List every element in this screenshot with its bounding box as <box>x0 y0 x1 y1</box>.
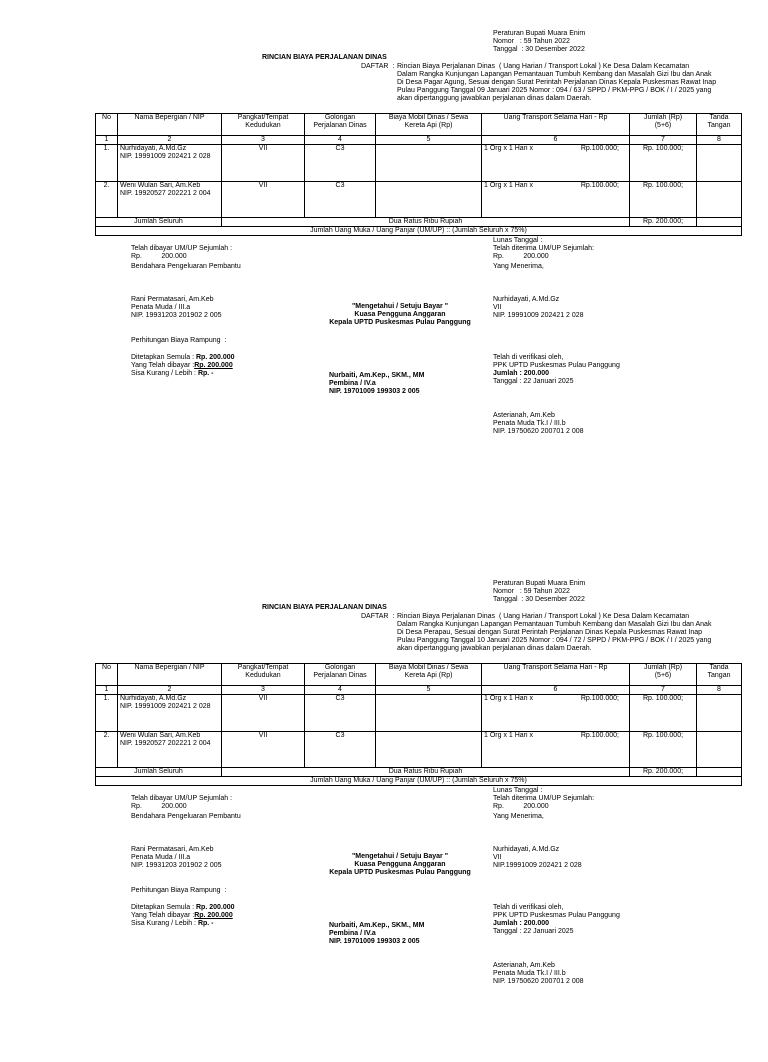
ditetapkan-value: Rp. 200.000 <box>195 354 235 361</box>
dibayar-value: Rp. 200.000 <box>194 912 233 919</box>
total-words: Dua Ratus Ribu Rupiah <box>222 218 630 227</box>
column-number-cell: 5 <box>376 136 482 145</box>
text-line: Penata Muda Tk.I / III.b <box>493 970 566 977</box>
text-line: Telah di verifikasi oleh, <box>493 904 564 911</box>
text-line: Rani Permatasari, Am.Keb <box>131 296 214 303</box>
column-number-cell: 5 <box>376 686 482 695</box>
column-number-cell: 6 <box>482 686 630 695</box>
approver-signature: Nurbaiti, Am.Kep., SKM., MM <box>329 922 425 929</box>
document-title: RINCIAN BIAYA PERJALANAN DINAS <box>262 604 387 611</box>
text-line: VII <box>493 854 502 861</box>
text-line: Asterianah, Am.Keb <box>493 962 555 969</box>
text-line: Pulau Panggung Tanggal 10 Januari 2025 Nomor : 094 / 72 / SPPD / PKM-PPG / BOK / I / 2025 yang <box>397 637 712 644</box>
text-line: Rani Permatasari, Am.Keb <box>131 846 214 853</box>
column-number-cell: 2 <box>118 686 222 695</box>
text-line: PPK UPTD Puskesmas Pulau Panggung <box>493 912 620 919</box>
traveler-cell <box>118 732 222 768</box>
approver-heading: "Mengetahui / Setuju Bayar " <box>351 303 449 310</box>
dibayar-label: Yang Telah dibayar : <box>131 912 195 919</box>
dibayar-label: Yang Telah dibayar : <box>131 362 195 369</box>
signature-cell <box>697 695 742 732</box>
approver-signature: Pembina / IV.a <box>329 930 376 937</box>
column-number-cell: 1 <box>96 686 118 695</box>
table-header-cell: Biaya Mobil Dinas / Sewa Kereta Api (Rp) <box>376 114 482 136</box>
text-line: akan dipertanggung jawabkan perjalanan dinas dalam Daerah. <box>397 95 592 102</box>
document-title: RINCIAN BIAYA PERJALANAN DINAS <box>262 54 387 61</box>
table-header-cell: Pangkat/Tempat Kedudukan <box>222 114 305 136</box>
text-line: Nurhidayati, A.Md.Gz <box>493 846 560 853</box>
column-number-cell: 8 <box>697 136 742 145</box>
column-number-cell: 4 <box>305 136 376 145</box>
transport-amount: Rp.100.000; <box>580 145 619 152</box>
golongan-cell: C3 <box>305 695 376 732</box>
table-row <box>96 182 742 218</box>
text-line: Nurhidayati, A.Md.Gz <box>493 296 560 303</box>
traveler-name: Nurhidayati, A.Md.Gz <box>120 145 187 152</box>
signature-cell <box>697 182 742 218</box>
approver-heading: Kuasa Pengguna Anggaran <box>354 311 446 318</box>
approver-heading: "Mengetahui / Setuju Bayar " <box>351 853 449 860</box>
text-line: Di Desa Perapau, Sesuai dengan Surat Perintah Perjalanan Dinas Kepala Puskesmas Rawat Inap <box>397 629 703 636</box>
column-number-cell: 4 <box>305 686 376 695</box>
table-header-cell: Golongan Perjalanan Dinas <box>305 114 376 136</box>
text-line: Telah diterima UM/UP Sejumlah: <box>493 245 595 252</box>
ditetapkan-value: Rp. 200.000 <box>195 904 235 911</box>
transport-cell <box>482 695 630 732</box>
text-line: Telah di verifikasi oleh, <box>493 354 564 361</box>
traveler-cell <box>118 182 222 218</box>
table-header-cell: Biaya Mobil Dinas / Sewa Kereta Api (Rp) <box>376 664 482 686</box>
row-number: 2. <box>96 182 118 218</box>
text-line: Peraturan Bupati Muara Enim <box>493 30 586 37</box>
text-line: Telah dibayar UM/UP Sejumlah : <box>131 245 233 252</box>
table-header-cell: No <box>96 114 118 136</box>
vehicle-cost-cell <box>376 732 482 768</box>
total-signature-cell <box>697 768 742 777</box>
sisa-label: Sisa Kurang / Lebih : <box>131 370 198 377</box>
column-number-cell: 1 <box>96 136 118 145</box>
traveler-cell <box>118 695 222 732</box>
pangkat-cell: VII <box>222 145 305 182</box>
ditetapkan-line <box>131 354 235 362</box>
pangkat-cell: VII <box>222 732 305 768</box>
text-line: Nomor : 59 Tahun 2022 <box>493 38 570 45</box>
pangkat-cell: VII <box>222 695 305 732</box>
amount-cell: Rp. 100.000; <box>630 182 697 218</box>
traveler-nip: NIP. 19991009 202421 2 028 <box>120 153 211 160</box>
text-line: Nomor : 59 Tahun 2022 <box>493 588 570 595</box>
row-number: 1. <box>96 695 118 732</box>
text-line: Yang Menerima, <box>493 813 544 820</box>
amount-cell: Rp. 100.000; <box>630 732 697 768</box>
text-line: Rp. 200.000 <box>493 803 549 810</box>
sisa-label: Sisa Kurang / Lebih : <box>131 920 198 927</box>
approver-signature: NIP. 19701009 199303 2 005 <box>329 938 420 945</box>
table-row <box>96 695 742 732</box>
form-section <box>0 550 768 1062</box>
row-number: 2. <box>96 732 118 768</box>
verify-total: Jumlah : 200.000 <box>493 370 550 377</box>
vehicle-cost-cell <box>376 182 482 218</box>
text-line: Tanggal : 30 Desember 2022 <box>493 596 585 603</box>
sisa-line <box>131 370 214 378</box>
transport-cell <box>482 182 630 218</box>
column-number-cell: 3 <box>222 686 305 695</box>
golongan-cell: C3 <box>305 732 376 768</box>
column-number-cell: 8 <box>697 686 742 695</box>
table-header-cell: No <box>96 664 118 686</box>
text-line: Bendahara Pengeluaran Pembantu <box>131 813 241 820</box>
approver-signature: Nurbaiti, Am.Kep., SKM., MM <box>329 372 425 379</box>
text-line: NIP. 19750620 200701 2 008 <box>493 428 584 435</box>
total-signature-cell <box>697 218 742 227</box>
text-line: Rincian Biaya Perjalanan Dinas ( Uang Harian / Transport Lokal ) Ke Desa Dalam Kecamatan <box>397 63 690 70</box>
column-number-cell: 7 <box>630 686 697 695</box>
sisa-value: Rp. - <box>197 920 214 927</box>
text-line: DAFTAR : <box>361 63 395 70</box>
transport-amount: Rp.100.000; <box>580 182 619 189</box>
advance-note: Jumlah Uang Muka / Uang Panjar (UM/UP) :: (Jumlah Seluruh x 75%) <box>96 227 742 236</box>
text-line: Telah dibayar UM/UP Sejumlah : <box>131 795 233 802</box>
total-words: Dua Ratus Ribu Rupiah <box>222 768 630 777</box>
text-line: Penata Muda / III.a <box>131 854 191 861</box>
text-line: Lunas Tanggal : <box>493 787 543 794</box>
traveler-nip: NIP. 19920527 202221 2 004 <box>120 190 211 197</box>
traveler-cell <box>118 145 222 182</box>
column-number-cell: 3 <box>222 136 305 145</box>
amount-cell: Rp. 100.000; <box>630 695 697 732</box>
ditetapkan-line <box>131 904 235 912</box>
transport-formula: 1 Org x 1 Hari x <box>484 695 534 702</box>
text-line: Di Desa Pagar Agung, Sesuai dengan Surat Perintah Perjalanan Dinas Kepala Puskesmas Rawat Inap <box>397 79 717 86</box>
text-line: Penata Muda / III.a <box>131 304 191 311</box>
vehicle-cost-cell <box>376 145 482 182</box>
approver-heading: Kepala UPTD Puskesmas Pulau Panggung <box>329 869 471 876</box>
text-line: Rp. 200.000 <box>493 253 549 260</box>
text-line: NIP. 19931203 201902 2 005 <box>131 312 222 319</box>
transport-formula: 1 Org x 1 Hari x <box>484 182 534 189</box>
transport-cell <box>482 732 630 768</box>
table-header-cell: Tanda Tangan <box>697 114 742 136</box>
ditetapkan-label: Ditetapkan Semula : <box>131 354 196 361</box>
transport-cell <box>482 145 630 182</box>
text-line: VII <box>493 304 502 311</box>
row-number: 1. <box>96 145 118 182</box>
text-line: Rincian Biaya Perjalanan Dinas ( Uang Harian / Transport Lokal ) Ke Desa Dalam Kecamatan <box>397 613 690 620</box>
amount-cell: Rp. 100.000; <box>630 145 697 182</box>
signature-cell <box>697 145 742 182</box>
total-label: Jumlah Seluruh <box>96 218 222 227</box>
vehicle-cost-cell <box>376 695 482 732</box>
text-line: Pulau Panggung Tanggal 09 Januari 2025 Nomor : 094 / 63 / SPPD / PKM-PPG / BOK / I / 2025 yang <box>397 87 712 94</box>
golongan-cell: C3 <box>305 182 376 218</box>
expense-table <box>95 113 742 236</box>
column-number-cell: 6 <box>482 136 630 145</box>
traveler-nip: NIP. 19991009 202421 2 028 <box>120 703 211 710</box>
approver-signature: Pembina / IV.a <box>329 380 376 387</box>
text-line: Rp. 200.000 <box>131 253 187 260</box>
text-line: Dalam Rangka Kunjungan Lapangan Pemantauan Tumbuh Kembang dan Masalah Gizi Ibu dan Anak <box>397 71 712 78</box>
approver-heading: Kuasa Pengguna Anggaran <box>354 861 446 868</box>
text-line: NIP.19991009 202421 2 028 <box>493 862 582 869</box>
total-amount: Rp. 200.000; <box>630 218 697 227</box>
table-header-cell: Uang Transport Selama Hari - Rp <box>482 664 630 686</box>
total-amount: Rp. 200.000; <box>630 768 697 777</box>
text-line: NIP. 19750620 200701 2 008 <box>493 978 584 985</box>
text-line: Telah diterima UM/UP Sejumlah: <box>493 795 595 802</box>
transport-formula: 1 Org x 1 Hari x <box>484 145 534 152</box>
traveler-nip: NIP. 19920527 202221 2 004 <box>120 740 211 747</box>
dibayar-value: Rp. 200.000 <box>194 362 233 369</box>
traveler-name: Nurhidayati, A.Md.Gz <box>120 695 187 702</box>
text-line: Dalam Rangka Kunjungan Lapangan Pemantauan Tumbuh Kembang dan Masalah Gizi Ibu dan Anak <box>397 621 712 628</box>
table-row <box>96 145 742 182</box>
table-header-cell: Uang Transport Selama Hari - Rp <box>482 114 630 136</box>
advance-note: Jumlah Uang Muka / Uang Panjar (UM/UP) :: (Jumlah Seluruh x 75%) <box>96 777 742 786</box>
table-header-cell: Jumlah (Rp) (5+6) <box>630 114 697 136</box>
approver-signature: NIP. 19701009 199303 2 005 <box>329 388 420 395</box>
text-line: Tanggal : 22 Januari 2025 <box>493 928 574 935</box>
text-line: Bendahara Pengeluaran Pembantu <box>131 263 241 270</box>
text-line: akan dipertanggung jawabkan perjalanan dinas dalam Daerah. <box>397 645 592 652</box>
table-header-cell: Pangkat/Tempat Kedudukan <box>222 664 305 686</box>
text-line: Rp. 200.000 <box>131 803 187 810</box>
text-line: Tanggal : 22 Januari 2025 <box>493 378 574 385</box>
text-line: Tanggal : 30 Desember 2022 <box>493 46 585 53</box>
dibayar-line <box>131 362 233 370</box>
ditetapkan-label: Ditetapkan Semula : <box>131 904 196 911</box>
total-label: Jumlah Seluruh <box>96 768 222 777</box>
traveler-name: Weni Wulan Sari, Am.Keb <box>120 732 201 739</box>
text-line: PPK UPTD Puskesmas Pulau Panggung <box>493 362 620 369</box>
text-line: Penata Muda Tk.I / III.b <box>493 420 566 427</box>
text-line: NIP. 19991009 202421 2 028 <box>493 312 584 319</box>
column-number-cell: 2 <box>118 136 222 145</box>
text-line: DAFTAR : <box>361 613 395 620</box>
transport-formula: 1 Org x 1 Hari x <box>484 732 534 739</box>
traveler-name: Weni Wulan Sari, Am.Keb <box>120 182 201 189</box>
approver-heading: Kepala UPTD Puskesmas Pulau Panggung <box>329 319 471 326</box>
text-line: Lunas Tanggal : <box>493 237 543 244</box>
transport-amount: Rp.100.000; <box>580 732 619 739</box>
text-line: NIP. 19931203 201902 2 005 <box>131 862 222 869</box>
transport-amount: Rp.100.000; <box>580 695 619 702</box>
golongan-cell: C3 <box>305 145 376 182</box>
verify-total: Jumlah : 200.000 <box>493 920 550 927</box>
table-row <box>96 732 742 768</box>
text-line: Peraturan Bupati Muara Enim <box>493 580 586 587</box>
text-line: Asterianah, Am.Keb <box>493 412 555 419</box>
table-header-cell: Golongan Perjalanan Dinas <box>305 664 376 686</box>
column-number-cell: 7 <box>630 136 697 145</box>
table-header-cell: Nama Bepergian / NIP <box>118 114 222 136</box>
form-section <box>0 0 768 512</box>
sisa-line <box>131 920 214 928</box>
dibayar-line <box>131 912 233 920</box>
text-line: Yang Menerima, <box>493 263 544 270</box>
table-header-cell: Nama Bepergian / NIP <box>118 664 222 686</box>
table-header-cell: Tanda Tangan <box>697 664 742 686</box>
signature-cell <box>697 732 742 768</box>
sisa-value: Rp. - <box>197 370 214 377</box>
pangkat-cell: VII <box>222 182 305 218</box>
text-line: Perhitungan Biaya Rampung : <box>131 337 227 344</box>
table-header-cell: Jumlah (Rp) (5+6) <box>630 664 697 686</box>
text-line: Perhitungan Biaya Rampung : <box>131 887 227 894</box>
expense-table <box>95 663 742 786</box>
